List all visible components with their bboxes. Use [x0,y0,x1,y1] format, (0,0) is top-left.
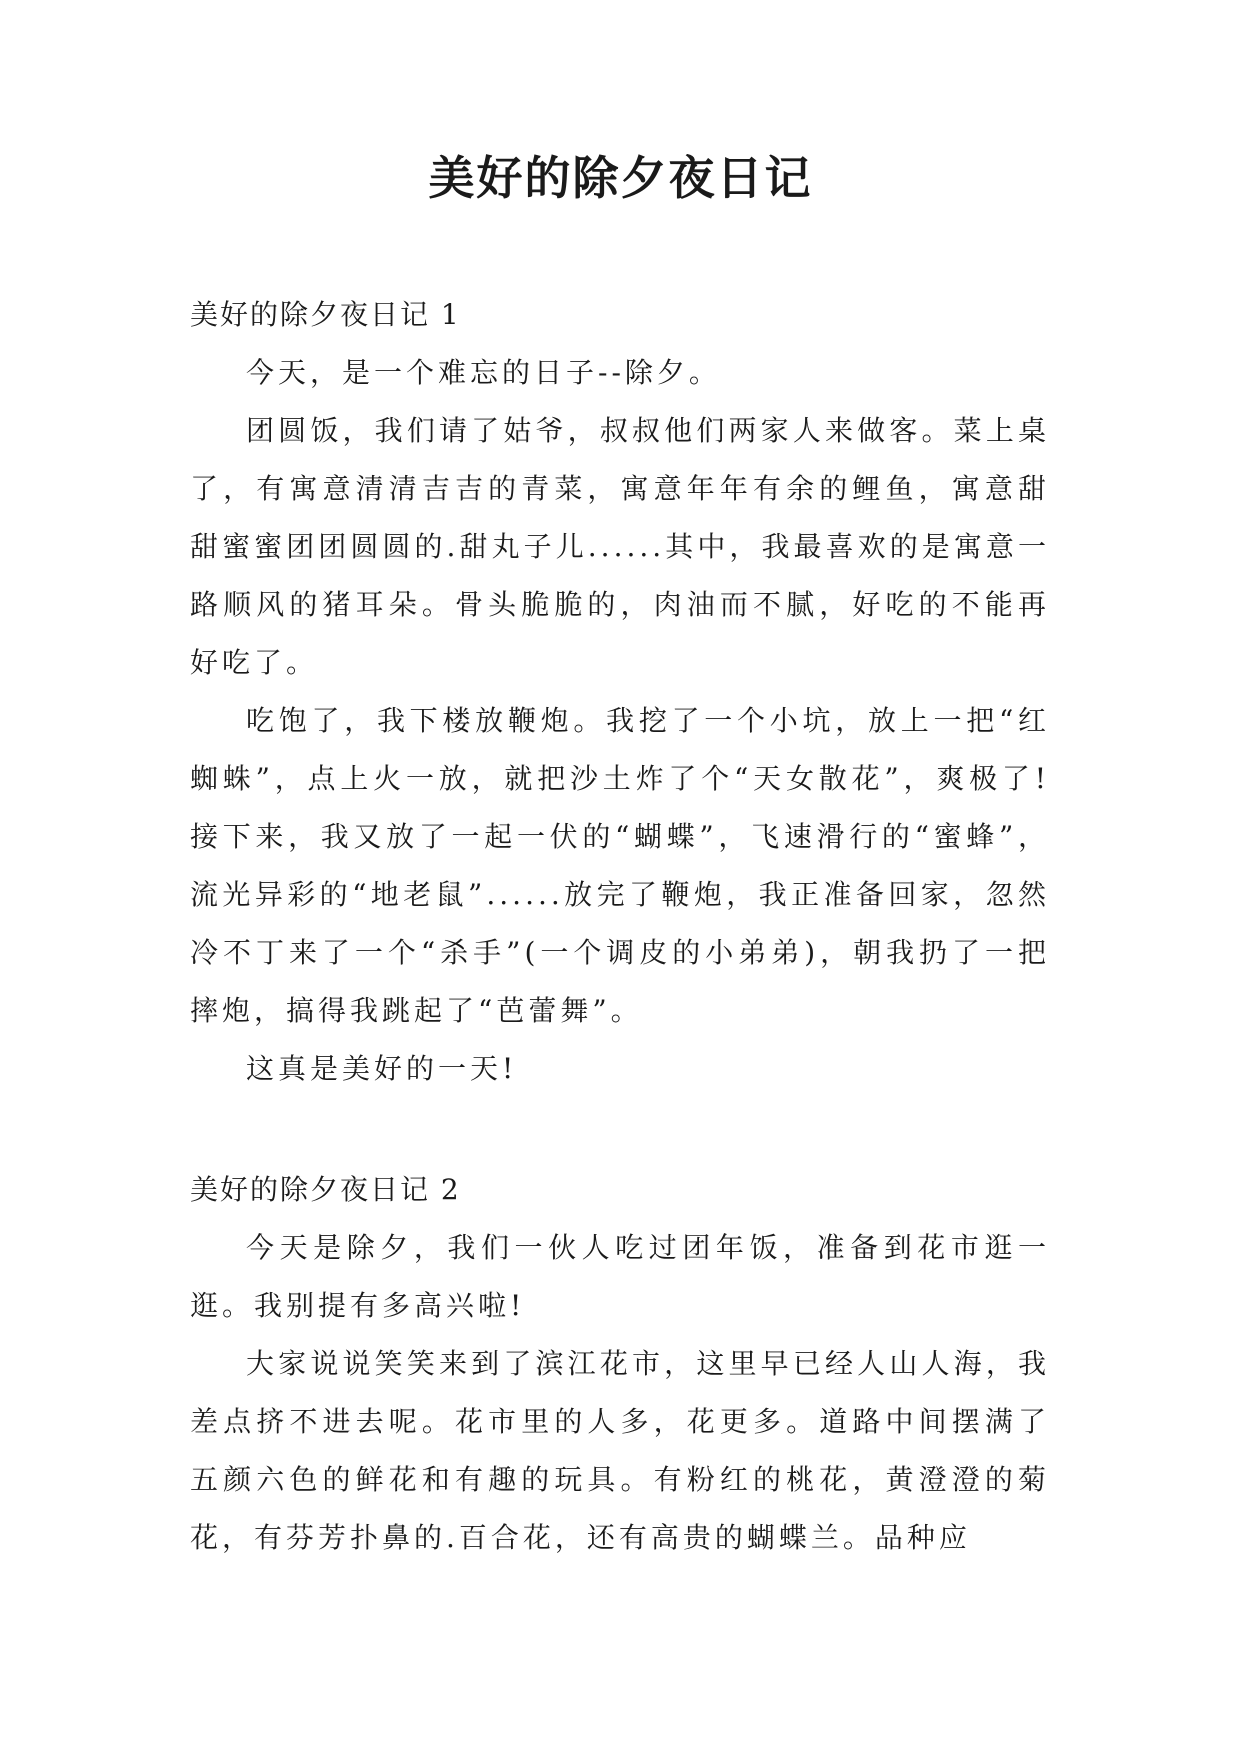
section-heading: 美好的除夕夜日记 2 [190,1173,461,1206]
paragraph: 大家说说笑笑来到了滨江花市，这里早已经人山人海，我差点挤不进去呢。花市里的人多，花更多。道路中间摆满了五颜六色的鲜花和有趣的玩具。有粉红的桃花，黄澄澄的菊花，有芬芳扑鼻的.百合花，还有高贵的蝴蝶兰。品种应 [190,1347,1050,1554]
diary-section-2 [190,1161,1050,1567]
diary-section-1 [190,286,1050,1098]
paragraph: 这真是美好的一天! [246,1052,518,1085]
section-heading: 美好的除夕夜日记 1 [190,298,461,331]
paragraph: 今天是除夕，我们一伙人吃过团年饭，准备到花市逛一逛。我别提有多高兴啦! [190,1231,1050,1322]
paragraph: 今天，是一个难忘的日子--除夕。 [246,356,721,389]
paragraph: 吃饱了，我下楼放鞭炮。我挖了一个小坑，放上一把“红蜘蛛”，点上火一放，就把沙土炸了个“天女散花”，爽极了!接下来，我又放了一起一伏的“蝴蝶”，飞速滑行的“蜜蜂”，流光异彩的“地老鼠”......放完了鞭炮，我正准备回家，忽然冷不丁来了一个“杀手”(一个调皮的小弟弟)，朝我扔了一把摔炮，搞得我跳起了“芭蕾舞”。 [190,704,1050,1027]
paragraph: 团圆饭，我们请了姑爷，叔叔他们两家人来做客。菜上桌了，有寓意清清吉吉的青菜，寓意年年有余的鲤鱼，寓意甜甜蜜蜜团团圆圆的.甜丸子儿......其中，我最喜欢的是寓意一路顺风的猪耳朵。骨头脆脆的，肉油而不腻，好吃的不能再好吃了。 [190,414,1050,679]
document-title: 美好的除夕夜日记 [428,151,813,205]
